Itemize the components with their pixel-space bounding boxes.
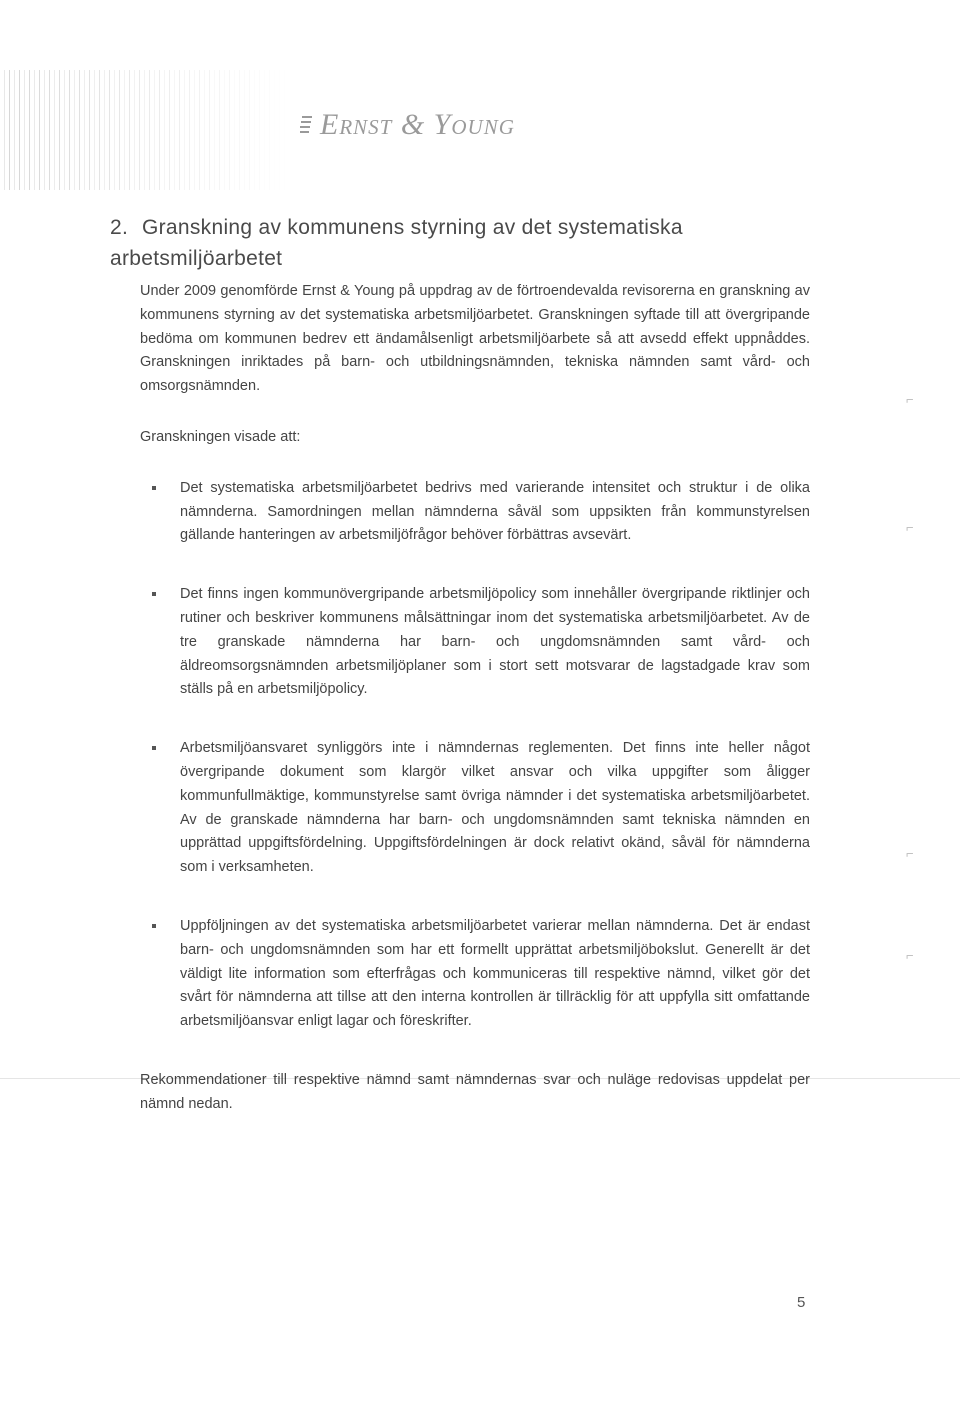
findings-list	[140, 477, 810, 1034]
finding-item	[140, 477, 810, 548]
bullet-icon	[152, 746, 156, 750]
bullet-icon	[152, 924, 156, 928]
findings-lead: Granskningen visade att:	[140, 428, 301, 445]
finding-item	[140, 737, 810, 880]
finding-text: Det systematiska arbetsmiljöarbetet bedrivs med varierande intensitet och struktur i de olika nämnderna. Samordningen mellan nämnderna såväl som uppsikten från kommunstyrelsen gällande hanteringen av arbetsmiljöfrågor behöver förbättras avsevärt.	[180, 479, 810, 544]
finding-item	[140, 915, 810, 1034]
finding-text: Arbetsmiljöansvaret synliggörs inte i nämndernas reglementen. Det finns inte heller något övergripande dokument som klargör vilket ansvar och vilka uppgifter som åligger kommunfullmäktige, kommunstyrelse samt övriga nämnder i det systematiska arbetsmiljöarbetet. Av de granskade nämnderna har barn- och ungdomsnämnden samt tekniska nämnden en upprättad uppgiftsfördelning. Uppgiftsfördelningen är dock relativt okänd, såväl för nämnderna som i verksamheten.	[180, 740, 810, 876]
finding-item	[140, 583, 810, 702]
intro-paragraph: Under 2009 genomförde Ernst & Young på uppdrag av de förtroendevalda revisorerna en granskning av kommunens styrning av det systematiska arbetsmiljöarbetet. Granskningen syftade till att övergripande bedöma om kommunen bedrev ett ändamålsenligt arbetsmiljöarbete så att avsedd effekt uppnåddes. Granskningen inriktades på barn- och utbildningsnämnden, tekniska nämnden samt vård- och omsorgsnämnden.	[140, 283, 810, 395]
document-body	[140, 280, 810, 1117]
bullet-icon	[152, 486, 156, 490]
closing-paragraph: Rekommendationer till respektive nämnd samt nämndernas svar och nuläge redovisas uppdelat per nämnd nedan.	[140, 1071, 810, 1112]
margin-mark-icon: ⌐	[906, 846, 914, 861]
page-number: 5	[797, 1294, 806, 1311]
logo-bars-icon	[300, 115, 314, 135]
finding-text: Uppföljningen av det systematiska arbetsmiljöarbetet varierar mellan nämnderna. Det är endast barn- och ungdomsnämnden som har ett formellt upprättat arbetsmiljöbokslut. Generellt är det väldigt lite information som efterfrågas och kommuniceras till respektive nämnd, vilket gör det svårt för nämnderna att tillse att den interna kontrollen är tillräcklig för att uppfylla sitt omfattande arbetsmiljöansvar enligt lagar och föreskrifter.	[180, 917, 810, 1030]
logo-text: Ernst & Young	[320, 108, 515, 141]
finding-text: Det finns ingen kommunövergripande arbetsmiljöpolicy som innehåller övergripande riktlinjer och rutiner och beskriver kommunens målsättningar inom det systematiska arbetsmiljöarbetet. Av de tre granskade nämnderna har barn- och ungdomsnämnden samt vård- och äldreomsorgsnämnden arbetsmiljöplaner som i stort sett motsvarar de lagstadgade krav som ställs på en arbetsmiljöpolicy.	[180, 586, 810, 698]
section-title: Granskning av kommunens styrning av det systematiska arbetsmiljöarbetet	[110, 216, 683, 270]
scan-fold-line	[0, 1078, 960, 1079]
scan-artifact	[0, 70, 290, 190]
section-heading	[110, 212, 830, 274]
margin-mark-icon: ⌐	[906, 520, 914, 535]
company-logo	[300, 108, 515, 142]
section-number: 2.	[110, 216, 129, 239]
margin-mark-icon: ⌐	[906, 948, 914, 963]
bullet-icon	[152, 592, 156, 596]
margin-mark-icon: ⌐	[906, 392, 914, 407]
